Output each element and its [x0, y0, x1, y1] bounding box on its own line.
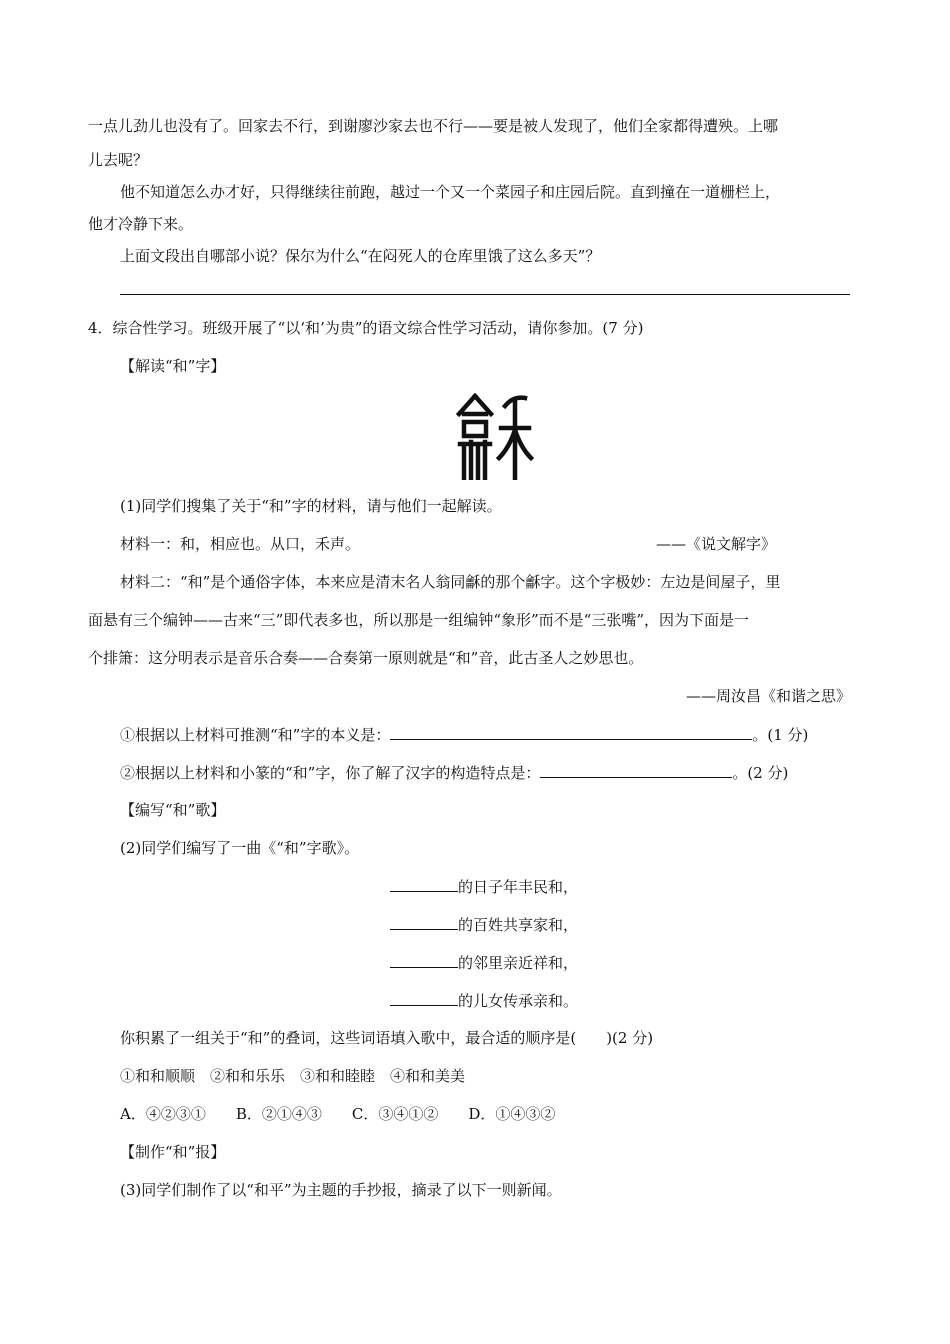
section-head-interpret: 【解读“和”字】: [120, 357, 226, 375]
word-list: ①和和顺顺 ②和和乐乐 ③和和睦睦 ④和和美美: [120, 1067, 466, 1085]
sub-question-3: (3)同学们制作了以“和平”为主题的手抄报，摘录了以下一则新闻。: [120, 1181, 562, 1199]
question-a: [120, 724, 808, 745]
song-text-4: 的儿女传承亲和。: [458, 992, 579, 1010]
song-line-4: [390, 990, 578, 1011]
passage-line-2: 儿去呢？: [88, 151, 149, 169]
material-1: 材料一：和，相应也。从口，禾声。: [120, 535, 361, 553]
sub-question-1: (1)同学们搜集了关于“和”字的材料，请与他们一起解读。: [120, 497, 502, 515]
passage-question: 上面文段出自哪部小说？保尔为什么“在闷死人的仓库里饿了这么多天”？: [120, 247, 601, 265]
song-text-2: 的百姓共享家和，: [458, 916, 579, 934]
song-text-1: 的日子年丰民和，: [458, 878, 579, 896]
song-line-1: [390, 876, 578, 897]
question-a-prefix: ①根据以上材料可推测“和”字的本义是：: [120, 726, 391, 744]
song-blank-3[interactable]: [390, 952, 458, 968]
song-line-3: [390, 952, 578, 973]
answer-line[interactable]: [120, 294, 850, 295]
question-4-title: 4．综合性学习。班级开展了“以‘和’为贵”的语文综合性学习活动，请你参加。(7 分): [88, 319, 644, 337]
material-2-line-2: 面悬有三个编钟——古来“三”即代表多也，所以那是一组编钟“象形”而不是“三张嘴”，因为下面是一: [88, 611, 750, 629]
song-line-2: [390, 914, 578, 935]
song-blank-4[interactable]: [390, 990, 458, 1006]
question-b-suffix: 。(2 分): [732, 764, 789, 782]
material-2-source: ——周汝昌《和谐之思》: [686, 687, 852, 705]
passage-line-3: 他不知道怎么办才好，只得继续往前跑，越过一个又一个菜园子和庄园后院。直到撞在一道栅栏上，: [120, 183, 781, 201]
passage-line-4: 他才冷静下来。: [88, 215, 194, 233]
answer-blank-b[interactable]: [540, 762, 732, 778]
section-head-song: 【编写“和”歌】: [120, 801, 226, 819]
passage-line-1: 一点儿劲儿也没有了。回家去不行，到谢廖沙家去也不行——要是被人发现了，他们全家都得遭殃。上哪: [88, 117, 779, 135]
material-1-source: ——《说文解字》: [656, 535, 777, 553]
song-blank-2[interactable]: [390, 914, 458, 930]
answer-choices[interactable]: A．④②③① B．②①④③ C．③④①② D．①④③②: [120, 1105, 556, 1123]
material-2-line-3: 个排箫：这分明表示是音乐合奏——合奏第一原则就是“和”音，此古圣人之妙思也。: [88, 649, 644, 667]
question-a-suffix: 。(1 分): [752, 726, 809, 744]
song-blank-1[interactable]: [390, 876, 458, 892]
question-b-prefix: ②根据以上材料和小篆的“和”字，你了解了汉字的构造特点是：: [120, 764, 541, 782]
answer-blank-a[interactable]: [390, 724, 752, 740]
section-head-newspaper: 【制作“和”报】: [120, 1143, 226, 1161]
order-question: 你积累了一组关于“和”的叠词，这些词语填入歌中，最合适的顺序是( )(2 分): [120, 1029, 654, 1047]
seal-script-he-image: [455, 388, 535, 480]
song-text-3: 的邻里亲近祥和，: [458, 954, 579, 972]
material-2-line-1: 材料二：“和”是个通俗字体，本来应是清末名人翁同龢的那个龢字。这个字极妙：左边是间屋子，里: [120, 573, 781, 591]
sub-question-2: (2)同学们编写了一曲《“和”字歌》。: [120, 839, 360, 857]
question-b: [120, 762, 788, 783]
